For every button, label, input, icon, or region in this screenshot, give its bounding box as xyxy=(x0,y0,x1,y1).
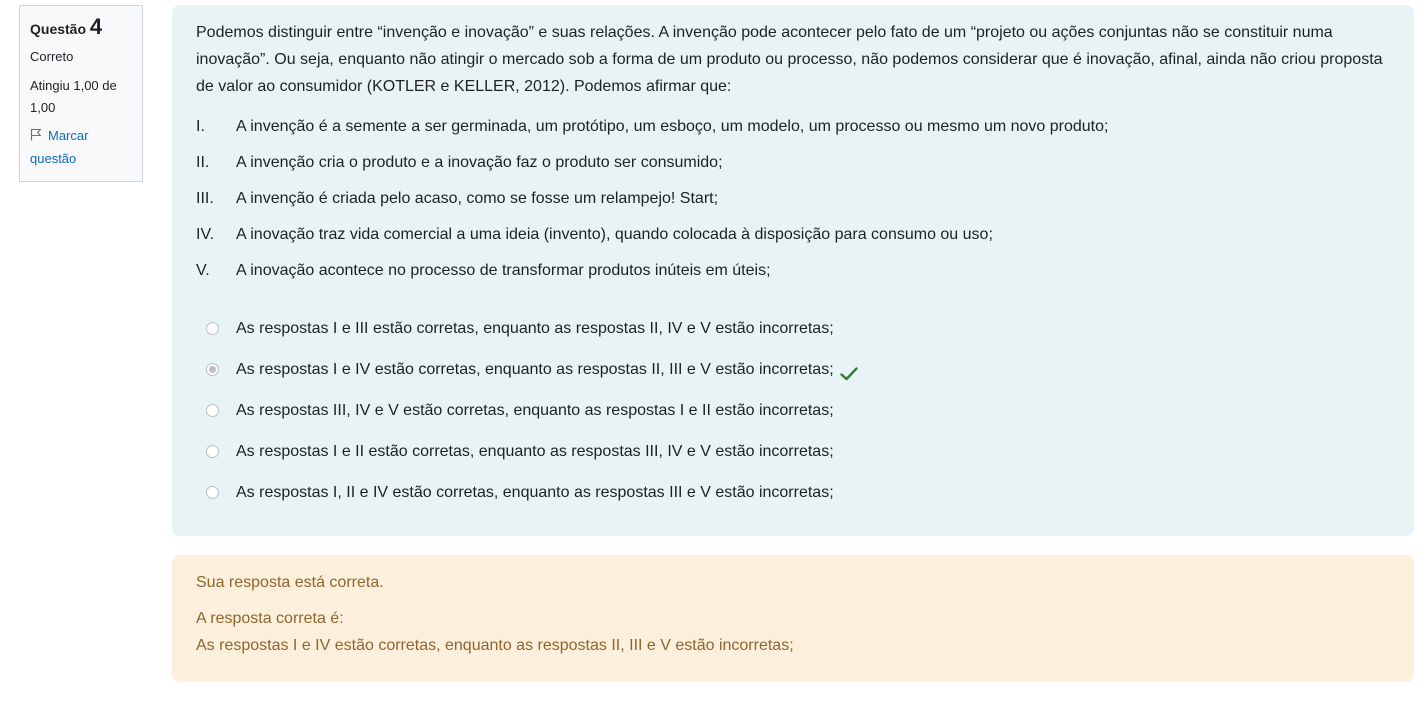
answer-radio[interactable] xyxy=(206,445,219,458)
answer-radio-checked[interactable] xyxy=(206,363,219,376)
statement-item xyxy=(196,180,1390,216)
flag-label: Marcar questão xyxy=(30,128,89,166)
feedback-panel xyxy=(172,555,1414,682)
answer-radio[interactable] xyxy=(206,404,219,417)
statement-item xyxy=(196,216,1390,252)
answer-option[interactable] xyxy=(196,472,1390,513)
question-formulation xyxy=(172,5,1414,536)
statement-text: A invenção é a semente a ser germinada, um protótipo, um esboço, um modelo, um processo ou mesmo um novo produto; xyxy=(236,117,1109,135)
statement-numeral: I. xyxy=(196,117,205,135)
question-number-value: 4 xyxy=(89,14,103,39)
statement-text: A invenção é criada pelo acaso, como se fosse um relampejo! Start; xyxy=(236,189,719,207)
answer-label: As respostas I, II e IV estão corretas, enquanto as respostas III e V estão incorretas; xyxy=(236,484,834,501)
answer-label: As respostas I e II estão corretas, enquanto as respostas III, IV e V estão incorretas; xyxy=(236,443,834,460)
check-icon xyxy=(840,363,858,377)
answer-radio[interactable] xyxy=(206,486,219,499)
question-state: Correto xyxy=(30,49,74,64)
answer-option[interactable] xyxy=(196,308,1390,349)
answer-label: As respostas III, IV e V estão corretas, enquanto as respostas I e II estão incorretas; xyxy=(236,402,834,419)
statement-numeral: III. xyxy=(196,189,214,207)
answer-option[interactable] xyxy=(196,431,1390,472)
answer-option-selected[interactable] xyxy=(196,349,1390,390)
flag-question-link[interactable] xyxy=(30,125,132,170)
question-text: Podemos distinguir entre “invenção e inovação” e suas relações. A invenção pode acontecer pelo fato de um “projeto ou ações conjuntas não se constituir numa inovação”. Ou seja, enquanto não atingir o mercado sob a forma de um produto ou processo, não podemos considerar que é inovação, afinal, ainda não criou proposta de valor ao consumidor (KOTLER e KELLER, 2012). Podemos afirmar que: xyxy=(196,24,1383,95)
flag-icon xyxy=(30,126,44,148)
right-answer-label: A resposta correta é: xyxy=(196,610,344,627)
statement-text: A inovação acontece no processo de transformar produtos inúteis em úteis; xyxy=(236,261,771,279)
question-info-panel xyxy=(19,5,143,182)
answer-label: As respostas I e IV estão corretas, enquanto as respostas II, III e V estão incorretas; xyxy=(236,361,834,378)
statement-text: A invenção cria o produto e a inovação faz o produto ser consumido; xyxy=(236,153,723,171)
statement-numeral: V. xyxy=(196,261,210,279)
feedback-general: Sua resposta está correta. xyxy=(196,574,384,591)
answer-radio[interactable] xyxy=(206,322,219,335)
question-number xyxy=(30,14,132,42)
answer-options xyxy=(196,308,1390,513)
statement-item xyxy=(196,144,1390,180)
right-answer-text: As respostas I e IV estão corretas, enquanto as respostas II, III e V estão incorretas; xyxy=(196,637,794,654)
statement-text: A inovação traz vida comercial a uma ideia (invento), quando colocada à disposição para consumo ou uso; xyxy=(236,225,993,243)
question-grade: Atingiu 1,00 de 1,00 xyxy=(30,78,117,115)
answer-option[interactable] xyxy=(196,390,1390,431)
statement-numeral: II. xyxy=(196,153,210,171)
statement-item xyxy=(196,108,1390,144)
question-label: Questão xyxy=(30,21,87,37)
statement-numeral: IV. xyxy=(196,225,215,243)
statement-item xyxy=(196,252,1390,288)
answer-label: As respostas I e III estão corretas, enquanto as respostas II, IV e V estão incorretas; xyxy=(236,320,834,337)
